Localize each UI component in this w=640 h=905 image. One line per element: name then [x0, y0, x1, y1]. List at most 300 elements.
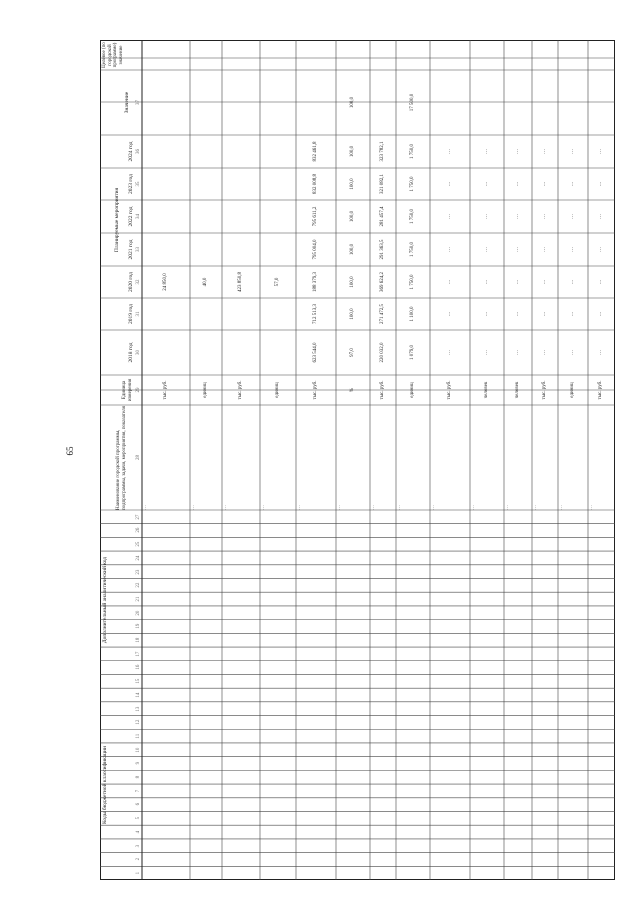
- row-year-value: …: [446, 181, 452, 187]
- code-cell: [515, 633, 521, 647]
- code-cell: [238, 770, 244, 784]
- row-unit: тыс. руб.: [598, 380, 603, 400]
- row-year-value: …: [514, 311, 520, 317]
- code-cell: [515, 537, 521, 551]
- code-cell: [380, 716, 386, 730]
- code-cell: [410, 825, 416, 839]
- code-cell: [570, 702, 576, 716]
- code-cell: [570, 674, 576, 688]
- row-year-value: …: [446, 279, 452, 285]
- code-cell: [350, 688, 356, 702]
- code-cell: [313, 565, 319, 579]
- column-number: 35: [136, 181, 141, 187]
- code-cell: [238, 825, 244, 839]
- code-cell: [203, 798, 209, 812]
- code-cell: [599, 784, 605, 798]
- row-year-value: 323 782,1: [379, 141, 385, 162]
- code-cell: [275, 537, 281, 551]
- row-year-value: 369 624,2: [379, 272, 385, 292]
- column-number: 14: [136, 692, 141, 698]
- row-year-value: [203, 298, 210, 330]
- code-cell: [570, 825, 576, 839]
- code-cell: [599, 825, 605, 839]
- code-cell: [350, 592, 356, 606]
- code-cell: [350, 551, 356, 565]
- code-cell: [163, 798, 169, 812]
- row-year-value: 712 513,3: [312, 304, 318, 324]
- code-cell: [380, 729, 386, 743]
- code-cell: [313, 647, 319, 661]
- group-target-value: Целевое (по городской программе) значение: [102, 42, 124, 68]
- code-cell: [350, 661, 356, 675]
- code-cell: [570, 757, 576, 771]
- code-cell: [542, 579, 548, 593]
- code-cell: [484, 579, 490, 593]
- code-cell: [313, 784, 319, 798]
- code-cell: [447, 565, 453, 579]
- code-cell: [570, 524, 576, 538]
- code-cell: [447, 853, 453, 867]
- code-cell: [484, 853, 490, 867]
- year-header: 2019 год: [128, 304, 134, 324]
- row-year-value: [203, 135, 210, 168]
- code-cell: [380, 592, 386, 606]
- row-year-value: …: [446, 350, 452, 355]
- row-name: …: [589, 505, 594, 510]
- code-cell: [570, 839, 576, 853]
- code-cell: [410, 702, 416, 716]
- code-cell: [410, 633, 416, 647]
- code-cell: [238, 620, 244, 634]
- code-cell: [570, 811, 576, 825]
- row-target-value: [380, 70, 387, 135]
- code-cell: [484, 729, 490, 743]
- row-target-value: [515, 70, 522, 135]
- code-cell: [542, 798, 548, 812]
- column-number: 4: [136, 830, 141, 834]
- code-cell: [542, 633, 548, 647]
- code-cell: [350, 839, 356, 853]
- column-number: 9: [136, 762, 141, 765]
- code-cell: [410, 524, 416, 538]
- code-cell: [313, 839, 319, 853]
- code-cell: [484, 647, 490, 661]
- code-cell: [275, 729, 281, 743]
- code-cell: [380, 743, 386, 757]
- code-cell: [515, 592, 521, 606]
- code-cell: [570, 647, 576, 661]
- code-cell: [484, 551, 490, 565]
- code-cell: [484, 825, 490, 839]
- code-cell: [570, 537, 576, 551]
- row-unit: тыс. руб.: [162, 380, 168, 400]
- value-column-header: Значение: [124, 91, 130, 114]
- code-cell: [350, 524, 356, 538]
- row-year-value: …: [569, 311, 575, 317]
- row-year-value: [275, 168, 282, 200]
- code-cell: [484, 702, 490, 716]
- column-number: 28: [136, 455, 141, 460]
- code-cell: [350, 633, 356, 647]
- code-cell: [515, 784, 521, 798]
- code-cell: [515, 620, 521, 634]
- code-cell: [570, 579, 576, 593]
- code-cell: [380, 866, 386, 880]
- code-cell: [275, 661, 281, 675]
- row-year-value: …: [483, 311, 489, 317]
- code-cell: [515, 510, 521, 524]
- code-cell: [275, 565, 281, 579]
- code-cell: [163, 606, 169, 620]
- row-year-value: 832 008,8: [312, 174, 318, 194]
- code-cell: [542, 565, 548, 579]
- code-cell: [350, 702, 356, 716]
- group-budget-codes: Коды бюджетной классификации: [102, 746, 108, 824]
- code-cell: [484, 866, 490, 880]
- code-cell: [238, 853, 244, 867]
- code-cell: [542, 757, 548, 771]
- code-cell: [599, 839, 605, 853]
- code-cell: [238, 798, 244, 812]
- column-number: 3: [136, 844, 141, 847]
- code-cell: [515, 811, 521, 825]
- code-cell: [163, 716, 169, 730]
- code-cell: [599, 811, 605, 825]
- row-unit: единиц: [202, 382, 208, 398]
- code-cell: [203, 510, 209, 524]
- code-cell: [313, 606, 319, 620]
- row-year-value: …: [483, 181, 489, 187]
- row-year-value: …: [446, 149, 452, 154]
- row-year-value: 281 457,4: [379, 206, 385, 227]
- code-cell: [542, 524, 548, 538]
- code-cell: [380, 565, 386, 579]
- row-year-value: 100,0: [349, 145, 355, 158]
- code-cell: [203, 770, 209, 784]
- code-cell: [238, 579, 244, 593]
- code-cell: [599, 592, 605, 606]
- row-year-value: …: [541, 181, 547, 187]
- code-cell: [275, 866, 281, 880]
- row-year-value: …: [514, 149, 520, 154]
- code-cell: [163, 674, 169, 688]
- row-year-value: 100,0: [349, 308, 355, 320]
- year-header: 2018 год: [128, 342, 134, 363]
- code-cell: [542, 743, 548, 757]
- code-cell: [350, 537, 356, 551]
- code-cell: [515, 702, 521, 716]
- code-cell: [238, 661, 244, 675]
- row-year-value: 423 850,8: [237, 272, 243, 292]
- column-number: 11: [136, 733, 141, 739]
- row-year-value: 40,0: [202, 277, 208, 287]
- code-cell: [313, 853, 319, 867]
- code-cell: [484, 743, 490, 757]
- column-number: 30: [136, 350, 141, 355]
- code-cell: [484, 716, 490, 730]
- code-cell: [599, 565, 605, 579]
- code-cell: [380, 510, 386, 524]
- column-number: 26: [136, 528, 141, 534]
- row-year-value: [275, 200, 282, 233]
- row-year-value: 100,0: [349, 210, 355, 223]
- code-cell: [163, 620, 169, 634]
- code-cell: [203, 688, 209, 702]
- code-cell: [313, 811, 319, 825]
- column-number: 7: [136, 789, 141, 793]
- code-cell: [447, 798, 453, 812]
- code-cell: [380, 633, 386, 647]
- row-year-value: …: [598, 350, 603, 355]
- column-number: 16: [136, 665, 141, 671]
- column-number: 27: [136, 514, 141, 520]
- code-cell: [515, 579, 521, 593]
- row-year-value: 1 750,0: [409, 209, 415, 224]
- code-cell: [410, 647, 416, 661]
- code-cell: [163, 551, 169, 565]
- code-cell: [313, 688, 319, 702]
- code-cell: [542, 620, 548, 634]
- code-cell: [275, 743, 281, 757]
- column-number: 31: [136, 311, 141, 317]
- code-cell: [203, 757, 209, 771]
- column-number: 21: [136, 596, 141, 602]
- code-cell: [542, 674, 548, 688]
- code-cell: [542, 839, 548, 853]
- row-unit: %: [349, 387, 355, 393]
- row-year-value: [238, 330, 245, 375]
- code-cell: [203, 674, 209, 688]
- row-year-value: …: [569, 279, 575, 285]
- code-cell: [380, 825, 386, 839]
- code-cell: [275, 688, 281, 702]
- code-cell: [447, 702, 453, 716]
- code-cell: [599, 866, 605, 880]
- code-cell: [238, 716, 244, 730]
- column-number: 15: [136, 678, 141, 684]
- code-cell: [447, 510, 453, 524]
- code-cell: [163, 579, 169, 593]
- code-cell: [515, 716, 521, 730]
- code-cell: [410, 565, 416, 579]
- code-cell: [410, 757, 416, 771]
- row-year-value: [163, 168, 170, 200]
- code-cell: [380, 579, 386, 593]
- row-name: …: [431, 505, 436, 510]
- row-year-value: [238, 233, 245, 266]
- code-cell: [203, 839, 209, 853]
- code-cell: [380, 839, 386, 853]
- code-cell: [163, 524, 169, 538]
- row-unit: единиц: [569, 382, 575, 398]
- code-cell: [542, 770, 548, 784]
- row-year-value: [163, 200, 170, 233]
- row-name: …: [397, 505, 402, 510]
- code-cell: [599, 537, 605, 551]
- code-cell: [410, 839, 416, 853]
- code-cell: [599, 757, 605, 771]
- column-number: 20: [136, 610, 141, 616]
- column-number: 6: [136, 803, 141, 806]
- code-cell: [570, 606, 576, 620]
- code-cell: [599, 647, 605, 661]
- code-cell: [570, 633, 576, 647]
- code-cell: [350, 770, 356, 784]
- row-year-value: 188 379,3: [312, 272, 318, 292]
- code-cell: [484, 537, 490, 551]
- budget-table-sheet: [100, 40, 615, 880]
- code-cell: [238, 565, 244, 579]
- row-year-value: …: [541, 279, 547, 285]
- row-unit: человек: [483, 381, 489, 399]
- code-cell: [380, 784, 386, 798]
- code-cell: [515, 798, 521, 812]
- code-cell: [447, 674, 453, 688]
- code-cell: [542, 661, 548, 675]
- code-cell: [203, 537, 209, 551]
- code-cell: [203, 606, 209, 620]
- code-cell: [570, 716, 576, 730]
- row-year-value: 1 750,0: [409, 144, 415, 159]
- code-cell: [313, 825, 319, 839]
- code-cell: [203, 633, 209, 647]
- row-year-value: …: [541, 149, 547, 154]
- code-cell: [163, 729, 169, 743]
- code-cell: [484, 839, 490, 853]
- row-name: …: [191, 505, 196, 510]
- code-cell: [163, 825, 169, 839]
- code-cell: [203, 620, 209, 634]
- code-cell: [163, 510, 169, 524]
- code-cell: [203, 729, 209, 743]
- row-year-value: 100,0: [349, 276, 355, 288]
- code-cell: [599, 702, 605, 716]
- column-number: 34: [136, 214, 141, 219]
- code-cell: [542, 551, 548, 565]
- row-year-value: …: [446, 311, 452, 317]
- code-cell: [350, 866, 356, 880]
- code-cell: [447, 647, 453, 661]
- code-cell: [275, 839, 281, 853]
- code-cell: [275, 510, 281, 524]
- row-year-value: [163, 135, 170, 168]
- column-number: 23: [136, 569, 141, 575]
- row-year-value: …: [569, 247, 575, 252]
- code-cell: [515, 551, 521, 565]
- code-cell: [275, 620, 281, 634]
- code-cell: [570, 770, 576, 784]
- year-header: 2023 год: [128, 174, 134, 194]
- code-cell: [380, 702, 386, 716]
- code-cell: [410, 620, 416, 634]
- row-year-value: 1 100,0: [409, 306, 415, 322]
- code-cell: [350, 853, 356, 867]
- code-cell: [238, 757, 244, 771]
- row-name: …: [471, 505, 476, 510]
- row-year-value: 220 032,0: [379, 342, 385, 363]
- code-cell: [447, 661, 453, 675]
- row-target-value: [484, 70, 491, 135]
- code-cell: [542, 702, 548, 716]
- code-cell: [275, 606, 281, 620]
- code-cell: [238, 811, 244, 825]
- code-cell: [380, 674, 386, 688]
- code-cell: [203, 825, 209, 839]
- year-header: 2021 год: [128, 239, 134, 260]
- code-cell: [313, 661, 319, 675]
- code-cell: [275, 757, 281, 771]
- row-year-value: …: [514, 181, 520, 187]
- row-year-value: [275, 135, 282, 168]
- code-cell: [238, 702, 244, 716]
- column-number: 37: [136, 100, 141, 105]
- code-cell: [350, 743, 356, 757]
- code-cell: [275, 633, 281, 647]
- code-cell: [163, 537, 169, 551]
- code-cell: [599, 661, 605, 675]
- code-cell: [447, 537, 453, 551]
- code-cell: [447, 839, 453, 853]
- code-cell: [542, 825, 548, 839]
- page-number: 65: [65, 446, 75, 456]
- code-cell: [410, 729, 416, 743]
- row-year-value: 1 750,0: [409, 176, 415, 192]
- code-cell: [163, 770, 169, 784]
- row-year-value: …: [598, 247, 603, 252]
- code-cell: [380, 537, 386, 551]
- row-unit: человек: [514, 381, 520, 399]
- column-number: 24: [136, 555, 141, 561]
- code-cell: [350, 825, 356, 839]
- code-cell: [542, 716, 548, 730]
- code-cell: [484, 524, 490, 538]
- row-target-value: [598, 70, 605, 135]
- row-name: …: [559, 505, 564, 510]
- code-cell: [570, 798, 576, 812]
- code-cell: [410, 661, 416, 675]
- column-number: 2: [136, 858, 141, 861]
- code-cell: [542, 866, 548, 880]
- code-cell: [484, 798, 490, 812]
- row-year-value: …: [569, 214, 575, 219]
- code-cell: [238, 551, 244, 565]
- code-cell: [380, 661, 386, 675]
- group-planned-measures: Планируемые мероприятия: [114, 187, 120, 253]
- code-cell: [515, 825, 521, 839]
- code-cell: [410, 537, 416, 551]
- row-target-value: [238, 70, 245, 135]
- code-cell: [515, 688, 521, 702]
- code-cell: [542, 811, 548, 825]
- code-cell: [410, 606, 416, 620]
- code-cell: [203, 853, 209, 867]
- code-cell: [238, 537, 244, 551]
- code-cell: [313, 592, 319, 606]
- code-cell: [163, 853, 169, 867]
- row-unit: единиц: [409, 382, 415, 398]
- row-year-value: …: [541, 247, 547, 252]
- code-cell: [410, 866, 416, 880]
- code-cell: [163, 633, 169, 647]
- row-target-value: [275, 70, 282, 135]
- code-cell: [570, 743, 576, 757]
- code-cell: [350, 579, 356, 593]
- code-cell: [515, 606, 521, 620]
- code-cell: [238, 729, 244, 743]
- code-cell: [542, 592, 548, 606]
- row-year-value: 100,0: [349, 178, 355, 190]
- code-cell: [380, 524, 386, 538]
